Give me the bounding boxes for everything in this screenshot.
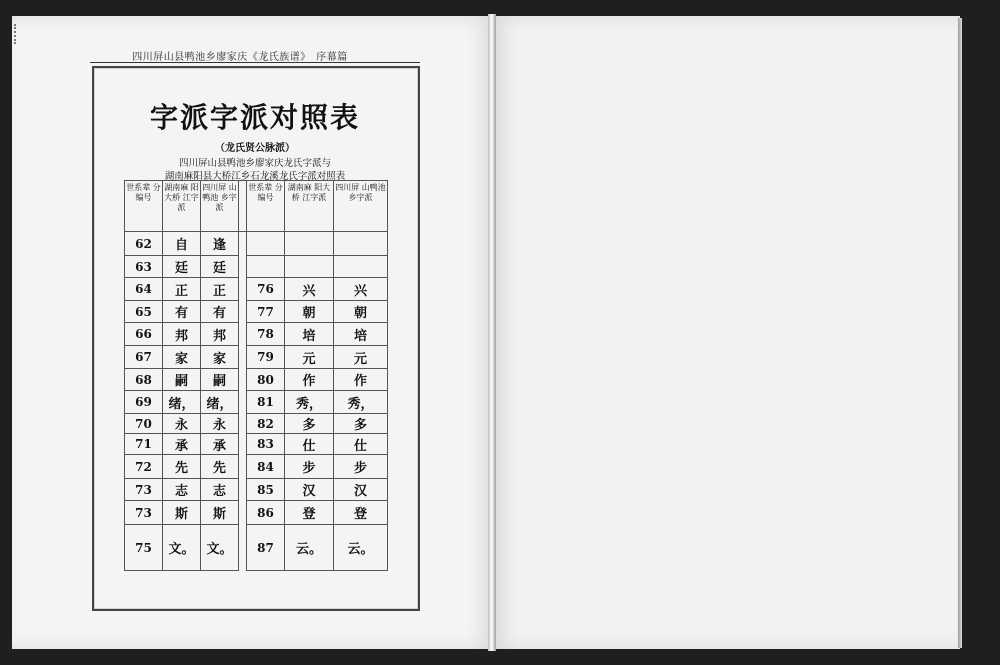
row-sichuan-right: 秀， <box>334 391 388 414</box>
row-hunan-left: 志 <box>163 479 201 501</box>
row-sichuan-right: 汉 <box>334 479 388 501</box>
row-gap <box>239 479 247 501</box>
row-gen-left: 72 <box>125 455 163 479</box>
row-gap <box>239 391 247 414</box>
row-gap <box>239 301 247 323</box>
header-rule <box>90 62 420 63</box>
row-hunan-left: 嗣 <box>163 369 201 391</box>
row-gen-left: 63 <box>125 256 163 278</box>
row-hunan-left: 自 <box>163 232 201 256</box>
table-row <box>125 232 388 256</box>
row-hunan-left: 先 <box>163 455 201 479</box>
right-page-blank <box>493 16 960 649</box>
row-sichuan-left: 正 <box>201 278 239 301</box>
header-gen-right: 世系辈 分编号 <box>247 181 285 232</box>
description-line-1: 四川屏山县鸭池乡廖家庆龙氏字派与 <box>178 158 331 169</box>
row-sichuan-right: 云。 <box>334 525 388 571</box>
row-sichuan-right: 培 <box>334 323 388 346</box>
row-sichuan-left: 家 <box>201 346 239 369</box>
row-sichuan-right: 仕 <box>334 434 388 455</box>
row-gen-left: 65 <box>125 301 163 323</box>
book-gutter <box>488 14 496 651</box>
row-gen-left: 66 <box>125 323 163 346</box>
row-sichuan-left: 承 <box>201 434 239 455</box>
table-row <box>125 455 388 479</box>
row-gen-right: 87 <box>247 525 285 571</box>
row-gen-right: 84 <box>247 455 285 479</box>
row-hunan-right: 朝 <box>285 301 334 323</box>
row-sichuan-left: 逢 <box>201 232 239 256</box>
row-hunan-left: 斯 <box>163 501 201 525</box>
table-row <box>125 323 388 346</box>
row-hunan-left: 正 <box>163 278 201 301</box>
row-gen-left: 70 <box>125 414 163 434</box>
row-sichuan-left: 廷 <box>201 256 239 278</box>
row-hunan-left: 承 <box>163 434 201 455</box>
row-gen-right <box>247 232 285 256</box>
row-sichuan-right <box>334 232 388 256</box>
row-hunan-right: 汉 <box>285 479 334 501</box>
row-hunan-right: 元 <box>285 346 334 369</box>
row-gap <box>239 232 247 256</box>
row-hunan-right: 秀， <box>285 391 334 414</box>
row-gap <box>239 278 247 301</box>
row-gen-right: 80 <box>247 369 285 391</box>
row-hunan-right: 多 <box>285 414 334 434</box>
row-gap <box>239 256 247 278</box>
header-sichuan-left: 四川屏 山鸭池 乡字派 <box>201 181 239 232</box>
row-gen-left: 68 <box>125 369 163 391</box>
row-hunan-left: 有 <box>163 301 201 323</box>
row-gap <box>239 414 247 434</box>
table-row <box>125 391 388 414</box>
table-row <box>125 256 388 278</box>
row-gen-right: 86 <box>247 501 285 525</box>
row-sichuan-right: 登 <box>334 501 388 525</box>
row-hunan-left: 邦 <box>163 323 201 346</box>
row-hunan-right: 培 <box>285 323 334 346</box>
row-sichuan-left: 志 <box>201 479 239 501</box>
table-row <box>125 301 388 323</box>
row-sichuan-right: 元 <box>334 346 388 369</box>
row-sichuan-left: 绪， <box>201 391 239 414</box>
row-gap <box>239 501 247 525</box>
row-hunan-left: 家 <box>163 346 201 369</box>
row-gen-right: 78 <box>247 323 285 346</box>
row-gen-left: 62 <box>125 232 163 256</box>
row-sichuan-left: 永 <box>201 414 239 434</box>
row-gap <box>239 434 247 455</box>
row-gen-right: 79 <box>247 346 285 369</box>
table-row <box>125 278 388 301</box>
row-sichuan-right <box>334 256 388 278</box>
row-hunan-right <box>285 232 334 256</box>
row-gen-left: 69 <box>125 391 163 414</box>
running-header: 四川屏山县鸭池乡廖家庆《龙氏族谱》 序幕篇 <box>132 52 348 63</box>
description-line-2: 湖南麻阳县大桥江乡石龙溪龙氏字派对照表 <box>164 171 346 182</box>
row-hunan-right: 步 <box>285 455 334 479</box>
row-hunan-right: 兴 <box>285 278 334 301</box>
table-row <box>125 369 388 391</box>
row-gen-right: 77 <box>247 301 285 323</box>
row-gen-right: 83 <box>247 434 285 455</box>
row-gen-left: 67 <box>125 346 163 369</box>
row-hunan-left: 廷 <box>163 256 201 278</box>
table-row <box>125 434 388 455</box>
row-sichuan-right: 步 <box>334 455 388 479</box>
row-gen-left: 75 <box>125 525 163 571</box>
row-gap <box>239 455 247 479</box>
table-header-row <box>125 181 388 232</box>
document-subtitle: （龙氏贤公脉派） <box>215 143 295 154</box>
row-sichuan-left: 嗣 <box>201 369 239 391</box>
row-sichuan-right: 兴 <box>334 278 388 301</box>
table-body <box>125 232 388 571</box>
row-gen-left: 73 <box>125 501 163 525</box>
row-gap <box>239 346 247 369</box>
row-hunan-right: 登 <box>285 501 334 525</box>
header-gen-left: 世系辈 分编号 <box>125 181 163 232</box>
row-hunan-right: 云。 <box>285 525 334 571</box>
row-sichuan-left: 文。 <box>201 525 239 571</box>
row-gap <box>239 369 247 391</box>
table-row <box>125 501 388 525</box>
document-title: 字派字派对照表 <box>149 101 360 134</box>
generation-name-table <box>124 180 388 571</box>
row-sichuan-left: 先 <box>201 455 239 479</box>
header-hunan-right: 湖南麻 阳大桥 江字派 <box>285 181 334 232</box>
row-sichuan-left: 斯 <box>201 501 239 525</box>
row-hunan-right <box>285 256 334 278</box>
header-sichuan-right: 四川屏 山鸭池 乡字派 <box>334 181 388 232</box>
row-sichuan-left: 邦 <box>201 323 239 346</box>
row-sichuan-right: 作 <box>334 369 388 391</box>
row-hunan-left: 绪， <box>163 391 201 414</box>
row-hunan-left: 文。 <box>163 525 201 571</box>
table-row <box>125 479 388 501</box>
binding-dots <box>14 24 19 44</box>
row-gen-left: 64 <box>125 278 163 301</box>
row-gap <box>239 525 247 571</box>
row-sichuan-left: 有 <box>201 301 239 323</box>
table-row <box>125 414 388 434</box>
row-hunan-right: 仕 <box>285 434 334 455</box>
row-gap <box>239 323 247 346</box>
page-edge <box>958 18 962 648</box>
row-gen-left: 71 <box>125 434 163 455</box>
row-gen-right: 76 <box>247 278 285 301</box>
row-sichuan-right: 朝 <box>334 301 388 323</box>
header-gap <box>239 181 247 232</box>
table-row <box>125 525 388 571</box>
header-hunan-left: 湖南麻 阳大桥 江字派 <box>163 181 201 232</box>
row-gen-left: 73 <box>125 479 163 501</box>
row-gen-right <box>247 256 285 278</box>
row-hunan-left: 永 <box>163 414 201 434</box>
row-gen-right: 85 <box>247 479 285 501</box>
table-row <box>125 346 388 369</box>
row-sichuan-right: 多 <box>334 414 388 434</box>
row-hunan-right: 作 <box>285 369 334 391</box>
row-gen-right: 81 <box>247 391 285 414</box>
row-gen-right: 82 <box>247 414 285 434</box>
